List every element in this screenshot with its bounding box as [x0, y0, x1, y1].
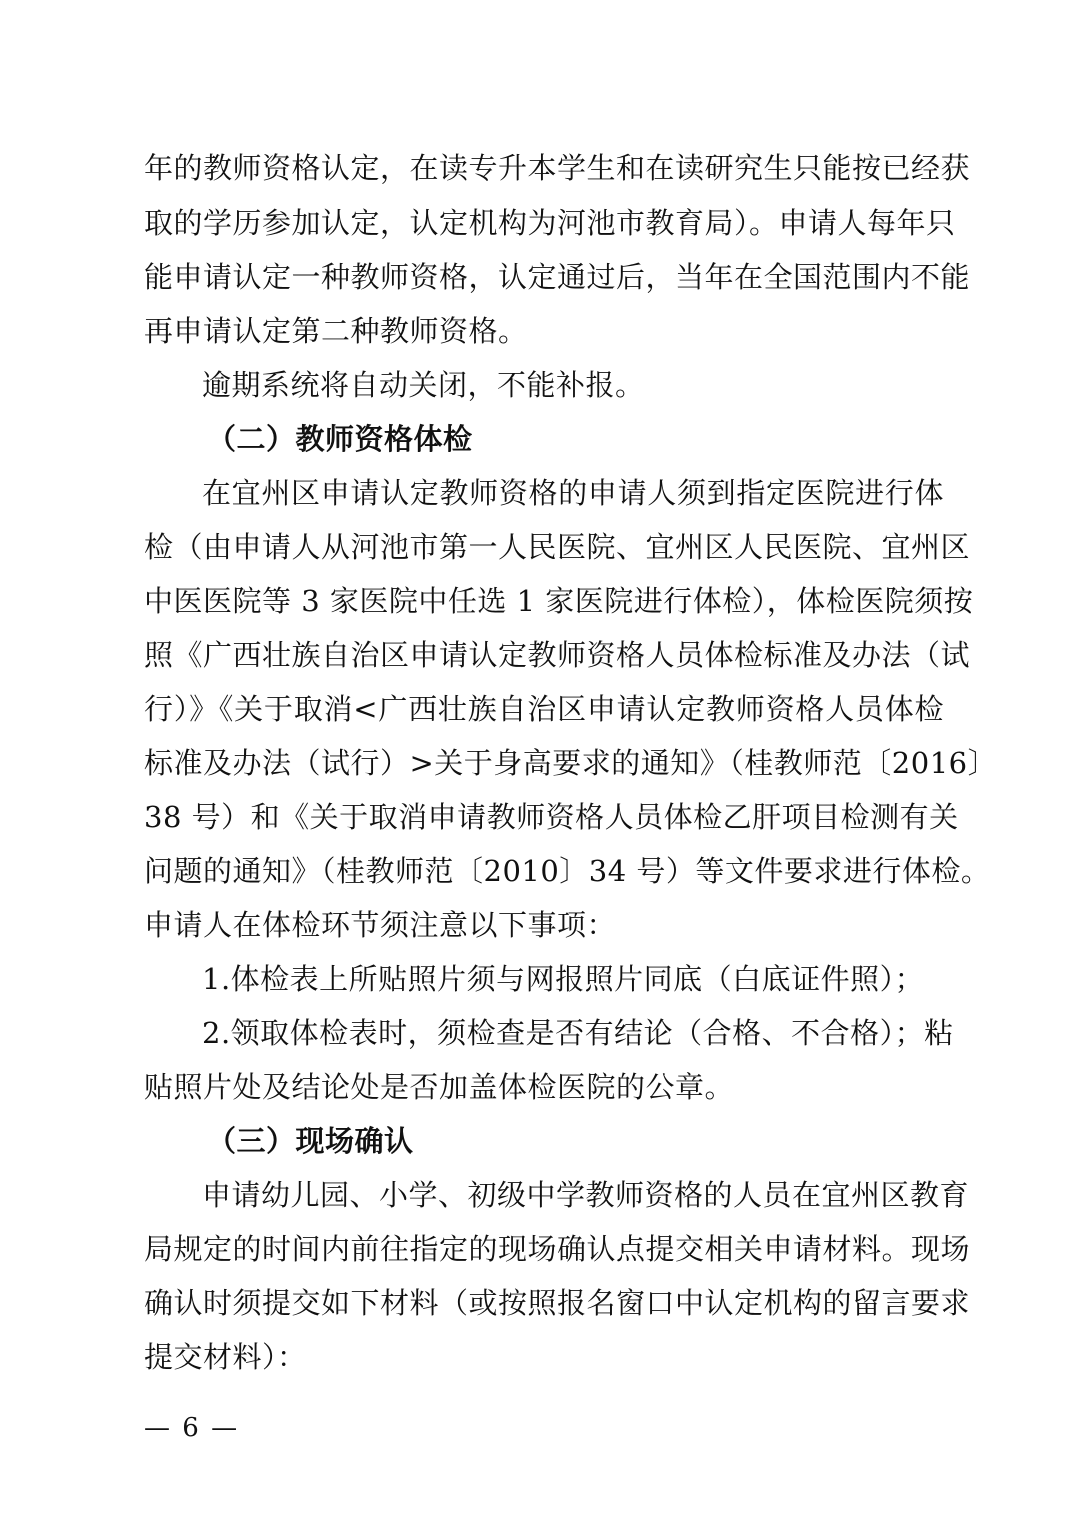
body-text-line: 年的教师资格认定，在读专升本学生和在读研究生只能按已经获 — [144, 151, 971, 185]
page-number: — 6 — — [144, 1413, 240, 1443]
body-text-line: 能申请认定一种教师资格，认定通过后，当年在全国范围内不能 — [144, 260, 971, 294]
body-text-line: 申请幼儿园、小学、初级中学教师资格的人员在宜州区教育 — [202, 1178, 970, 1212]
section-heading: （三）现场确认 — [207, 1124, 414, 1158]
body-text-line: 标准及办法（试行）>关于身高要求的通知》（桂教师范〔2016〕 — [144, 746, 998, 780]
body-text-line: 检（由申请人从河池市第一人民医院、宜州区人民医院、宜州区 — [144, 530, 971, 564]
body-text-line: 提交材料）： — [144, 1340, 307, 1374]
body-text-line: 局规定的时间内前往指定的现场确认点提交相关申请材料。现场 — [144, 1232, 971, 1266]
body-text-line: 逾期系统将自动关闭，不能补报。 — [202, 368, 645, 402]
body-text-line: 在宜州区申请认定教师资格的申请人须到指定医院进行体 — [202, 476, 944, 510]
section-heading: （二）教师资格体检 — [207, 422, 473, 456]
body-text-line: 38 号）和《关于取消申请教师资格人员体检乙肝项目检测有关 — [144, 800, 959, 834]
body-text-line: 申请人在体检环节须注意以下事项： — [144, 908, 617, 942]
body-text-line: 确认时须提交如下材料（或按照报名窗口中认定机构的留言要求 — [144, 1286, 971, 1320]
body-text-line: 再申请认定第二种教师资格。 — [144, 314, 528, 348]
body-text-line: 中医医院等 3 家医院中任选 1 家医院进行体检），体检医院须按 — [144, 584, 974, 618]
list-item: 1.体检表上所贴照片须与网报照片同底（白底证件照）； — [202, 962, 925, 996]
body-text-line: 照《广西壮族自治区申请认定教师资格人员体检标准及办法（试 — [144, 638, 971, 672]
body-text-line: 取的学历参加认定，认定机构为河池市教育局）。申请人每年只 — [144, 206, 956, 240]
body-text-line: 问题的通知》（桂教师范〔2010〕34 号）等文件要求进行体检。 — [144, 854, 991, 888]
body-text-line: 贴照片处及结论处是否加盖体检医院的公章。 — [144, 1070, 735, 1104]
body-text-line: 行）》《关于取消<广西壮族自治区申请认定教师资格人员体检 — [144, 692, 944, 726]
list-item: 2.领取体检表时，须检查是否有结论（合格、不合格）；粘 — [202, 1016, 954, 1050]
